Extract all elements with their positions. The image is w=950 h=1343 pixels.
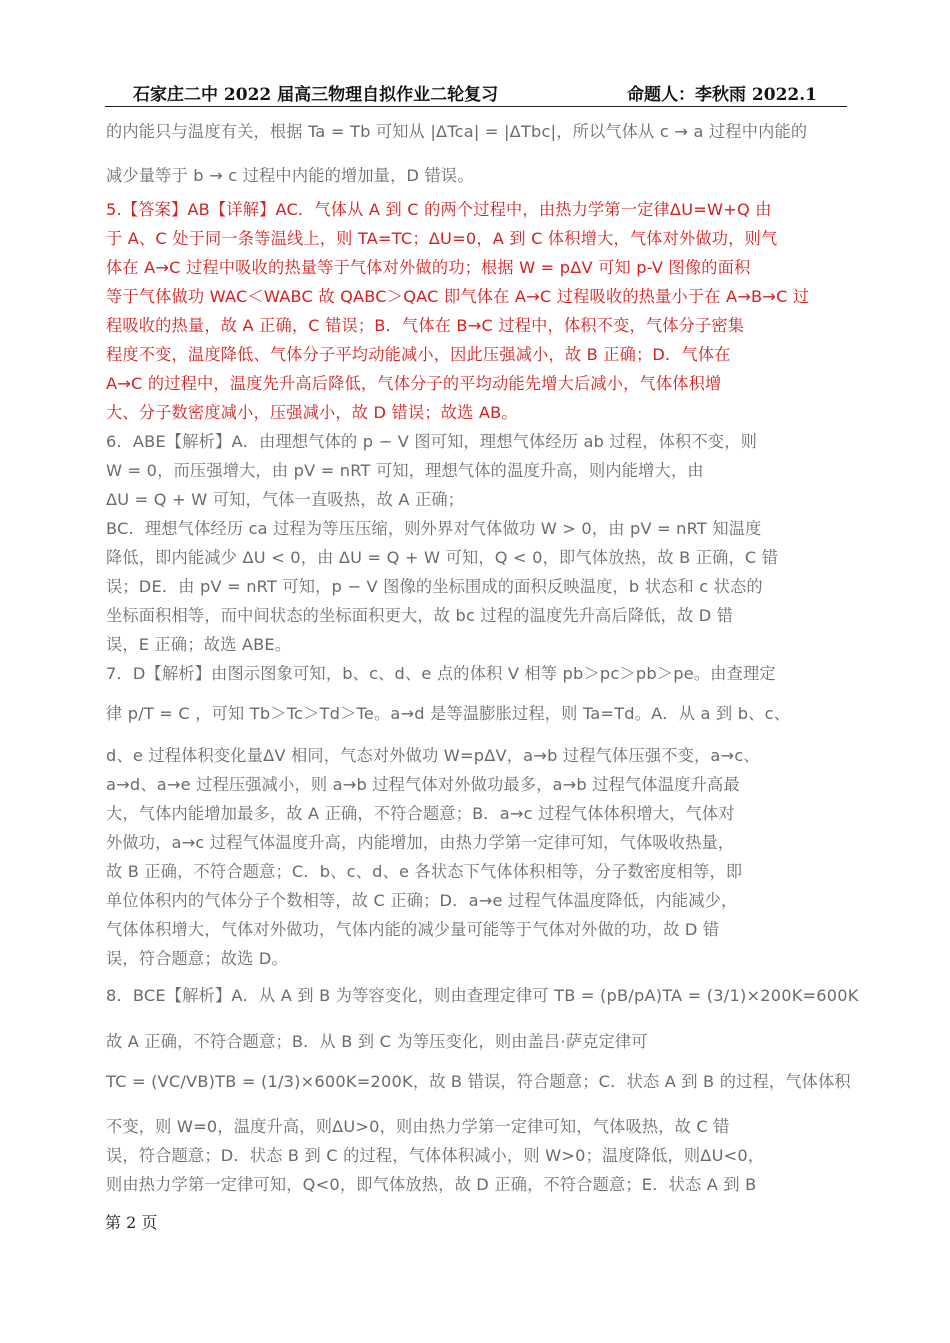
text-line: 减少量等于 b → c 过程中内能的增加量，D 错误。 <box>106 166 474 185</box>
text-line: 大、分子数密度减小，压强减小，故 D 错误；故选 AB。 <box>106 403 518 422</box>
text-line: a→d、a→e 过程压强减小，则 a→b 过程气体对外做功最多，a→b 过程气体温度升高最 <box>106 775 740 794</box>
text-line: 单位体积内的气体分子个数相等，故 C 正确；D．a→e 过程气体温度降低，内能减少， <box>106 891 738 910</box>
text-line: 于 A、C 处于同一条等温线上，则 TA=TC；ΔU=0，A 到 C 体积增大，气体对外做功，则气 <box>106 229 778 248</box>
text-line: 故 B 正确，不符合题意；C．b、c、d、e 各状态下气体体积相等，分子数密度相等，即 <box>106 862 743 881</box>
header-author: 命题人：李秋雨 2022.1 <box>627 85 817 105</box>
text-line: 体在 A→C 过程中吸收的热量等于气体对外做的功；根据 W = pΔV 可知 p-V 图像的面积 <box>106 258 751 277</box>
text-line: 律 p/T = C ，可知 Tb＞Tc＞Td＞Te。a→d 是等温膨胀过程，则 Ta=Td。A．从 a 到 b、c、 <box>106 704 791 723</box>
text-line: 误，E 正确；故选 ABE。 <box>106 635 292 654</box>
text-line: 程度不变，温度降低、气体分子平均动能减小，因此压强减小，故 B 正确；D．气体在 <box>106 345 731 364</box>
text-line: 大，气体内能增加最多，故 A 正确，不符合题意；B．a→c 过程气体体积增大，气体对 <box>106 804 735 823</box>
text-line: W = 0，而压强增大，由 pV = nRT 可知，理想气体的温度升高，则内能增大，由 <box>106 461 704 480</box>
text-line: 等于气体做功 WAC＜WABC 故 QABC＞QAC 即气体在 A→C 过程吸收的热量小于在 A→B→C 过 <box>106 287 810 306</box>
text-line: 外做功，a→c 过程气体温度升高，内能增加，由热力学第一定律可知，气体吸收热量， <box>106 833 735 852</box>
text-line: 坐标面积相等，而中间状态的坐标面积更大，故 bc 过程的温度先升高后降低，故 D 错 <box>106 606 734 625</box>
text-line: 误，符合题意；D．状态 B 到 C 的过程，气体体积减小，则 W>0；温度降低，则ΔU<0， <box>106 1146 765 1165</box>
text-line: A→C 的过程中，温度先升高后降低，气体分子的平均动能先增大后减小，气体体积增 <box>106 374 722 393</box>
text-line: 7．D【解析】由图示图象可知，b、c、d、e 点的体积 V 相等 pb＞pc＞pb＞pe。由查理定 <box>106 664 776 683</box>
text-line: ΔU = Q + W 可知，气体一直吸热，故 A 正确； <box>106 490 465 509</box>
text-line: BC．理想气体经历 ca 过程为等压压缩，则外界对气体做功 W > 0，由 pV = nRT 知温度 <box>106 519 762 538</box>
text-line: 故 A 正确，不符合题意；B．从 B 到 C 为等压变化，则由盖吕·萨克定律可 <box>106 1032 648 1051</box>
text-line: 误，符合题意；故选 D。 <box>106 949 288 968</box>
text-line: 8．BCE【解析】A．从 A 到 B 为等容变化，则由查理定律可 TB = (pB/pA)TA = (3/1)×200K=600K <box>106 986 859 1005</box>
header-title: 石家庄二中 2022 届高三物理自拟作业二轮复习 <box>133 85 499 105</box>
text-line: 则由热力学第一定律可知，Q<0，即气体放热，故 D 正确，不符合题意；E．状态 A 到 B <box>106 1175 757 1194</box>
text-line: d、e 过程体积变化量ΔV 相同，气态对外做功 W=pΔV，a→b 过程气体压强不变，a→c、 <box>106 746 760 765</box>
text-line: TC = (VC/VB)TB = (1/3)×600K=200K，故 B 错误，符合题意；C．状态 A 到 B 的过程，气体体积 <box>106 1072 851 1091</box>
text-line: 5.【答案】AB【详解】AC．气体从 A 到 C 的两个过程中，由热力学第一定律ΔU=W+Q 由 <box>106 200 772 219</box>
page-header <box>105 76 847 107</box>
text-line: 6．ABE【解析】A．由理想气体的 p − V 图可知，理想气体经历 ab 过程，体积不变，则 <box>106 432 757 451</box>
text-line: 程吸收的热量，故 A 正确，C 错误；B．气体在 B→C 过程中，体积不变，气体分子密集 <box>106 316 745 335</box>
text-line: 误；DE．由 pV = nRT 可知，p − V 图像的坐标围成的面积反映温度，b 状态和 c 状态的 <box>106 577 763 596</box>
text-line: 气体体积增大，气体对外做功，气体内能的减少量可能等于气体对外做的功，故 D 错 <box>106 920 720 939</box>
text-line: 的内能只与温度有关，根据 Ta = Tb 可知从 |ΔTca| = |ΔTbc|，所以气体从 c → a 过程中内能的 <box>106 122 808 141</box>
text-line: 不变，则 W=0，温度升高，则ΔU>0，则由热力学第一定律可知，气体吸热，故 C 错 <box>106 1117 730 1136</box>
page-number: 第 2 页 <box>105 1213 158 1232</box>
text-line: 降低，即内能减少 ΔU < 0，由 ΔU = Q + W 可知，Q < 0，即气体放热，故 B 正确，C 错 <box>106 548 779 567</box>
